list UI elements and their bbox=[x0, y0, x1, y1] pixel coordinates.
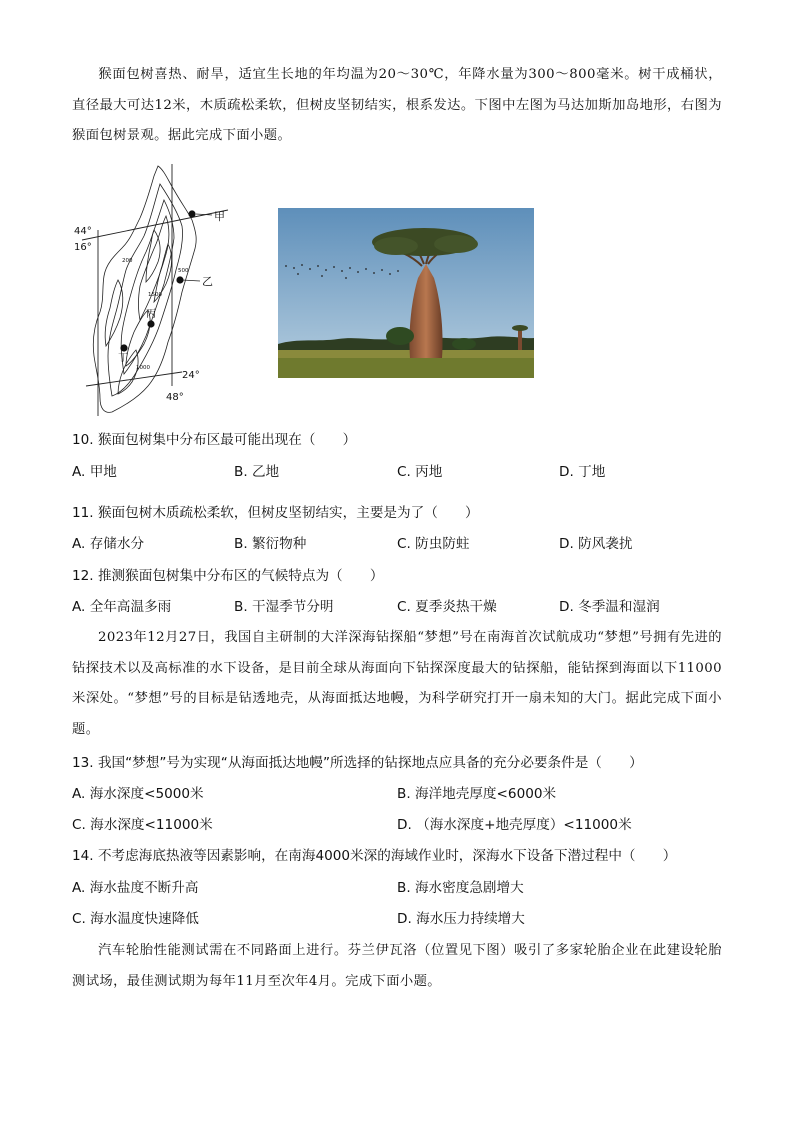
madagascar-terrain-map bbox=[74, 160, 238, 422]
jia-marker bbox=[188, 210, 195, 217]
contour-500-label: 500 bbox=[178, 268, 189, 274]
yi-marker bbox=[176, 276, 183, 283]
q11-option-a[interactable]: A. 存储水分 bbox=[72, 536, 145, 552]
question-13-stem: 13. 我国“梦想”号为实现“从海面抵达地幔”所选择的钻探地点应具备的充分必要条件是（ ） bbox=[72, 755, 643, 771]
q13-option-d[interactable]: D. （海水深度+地壳厚度）<11000米 bbox=[397, 817, 632, 833]
lon-48-label: 48° bbox=[166, 392, 184, 403]
ding-marker bbox=[120, 344, 127, 351]
question-14-stem: 14. 不考虑海底热液等因素影响，在南海4000米深的海域作业时，深海水下设备下潜过程中（ ） bbox=[72, 848, 677, 864]
q13-option-c[interactable]: C. 海水深度<11000米 bbox=[72, 817, 213, 833]
lat-24-label: 24° bbox=[182, 370, 200, 381]
q13-option-b[interactable]: B. 海洋地壳厚度<6000米 bbox=[397, 786, 557, 802]
q12-option-a[interactable]: A. 全年高温多雨 bbox=[72, 599, 172, 615]
label-ding: 丁 bbox=[118, 353, 128, 364]
lat-16-label: 16° bbox=[74, 242, 92, 253]
baobab-photo bbox=[278, 208, 534, 378]
q14-option-a[interactable]: A. 海水盐度不断升高 bbox=[72, 880, 199, 896]
label-yi: 乙 bbox=[202, 275, 213, 288]
q10-option-b[interactable]: B. 乙地 bbox=[234, 464, 280, 480]
q12-option-c[interactable]: C. 夏季炎热干燥 bbox=[397, 599, 497, 615]
q11-option-b[interactable]: B. 繁衍物种 bbox=[234, 536, 307, 552]
q10-option-a[interactable]: A. 甲地 bbox=[72, 464, 117, 480]
q10-option-c[interactable]: C. 丙地 bbox=[397, 464, 443, 480]
q14-option-c[interactable]: C. 海水温度快速降低 bbox=[72, 911, 199, 927]
q11-option-d[interactable]: D. 防风袭扰 bbox=[559, 536, 633, 552]
label-jia: 甲 bbox=[214, 210, 225, 223]
q12-option-b[interactable]: B. 干湿季节分明 bbox=[234, 599, 334, 615]
intro-paragraph-baobab: 猴面包树喜热、耐旱，适宜生长地的年均温为20～30℃，年降水量为300～800毫米。树干成桶状，直径最大可达12米，木质疏松柔软，但树皮坚韧结实，根系发达。下图中左图为马达加斯加岛地形，右图为猴面包树景观。据此完成下面小题。 bbox=[72, 67, 722, 143]
question-12-stem: 12. 推测猴面包树集中分布区的气候特点为（ ） bbox=[72, 568, 384, 584]
bing-marker bbox=[147, 320, 154, 327]
label-bing: 丙 bbox=[146, 309, 156, 320]
question-11-stem: 11. 猴面包树木质疏松柔软，但树皮坚韧结实，主要是为了（ ） bbox=[72, 505, 479, 521]
question-10-stem: 10. 猴面包树集中分布区最可能出现在（ ） bbox=[72, 432, 357, 448]
contour-1500-label: 1500 bbox=[148, 292, 162, 298]
q14-option-d[interactable]: D. 海水压力持续增大 bbox=[397, 911, 525, 927]
contour-200-label: 200 bbox=[122, 258, 133, 264]
q13-option-a[interactable]: A. 海水深度<5000米 bbox=[72, 786, 204, 802]
q11-option-c[interactable]: C. 防虫防蛀 bbox=[397, 536, 470, 552]
intro-paragraph-mengxiang: 2023年12月27日，我国自主研制的大洋深海钻探船“梦想”号在南海首次试航成功“梦想”号拥有先进的钻探技术以及高标准的水下设备，是目前全球从海面向下钻探深度最大的钻探船，能钻探到海面以下11000米深处。“梦想”号的目标是钻透地壳，从海面抵达地幔，为科学研究打开一扇未知的大门。据此完成下面小题。 bbox=[72, 630, 722, 737]
q12-option-d[interactable]: D. 冬季温和湿润 bbox=[559, 599, 660, 615]
q14-option-b[interactable]: B. 海水密度急剧增大 bbox=[397, 880, 524, 896]
lon-44-label: 44° bbox=[74, 226, 92, 237]
intro-paragraph-ivalo: 汽车轮胎性能测试需在不同路面上进行。芬兰伊瓦洛（位置见下图）吸引了多家轮胎企业在此建设轮胎测试场，最佳测试期为每年11月至次年4月。完成下面小题。 bbox=[72, 943, 722, 989]
contour-1000-label: 1000 bbox=[136, 365, 150, 371]
q10-option-d[interactable]: D. 丁地 bbox=[559, 464, 606, 480]
